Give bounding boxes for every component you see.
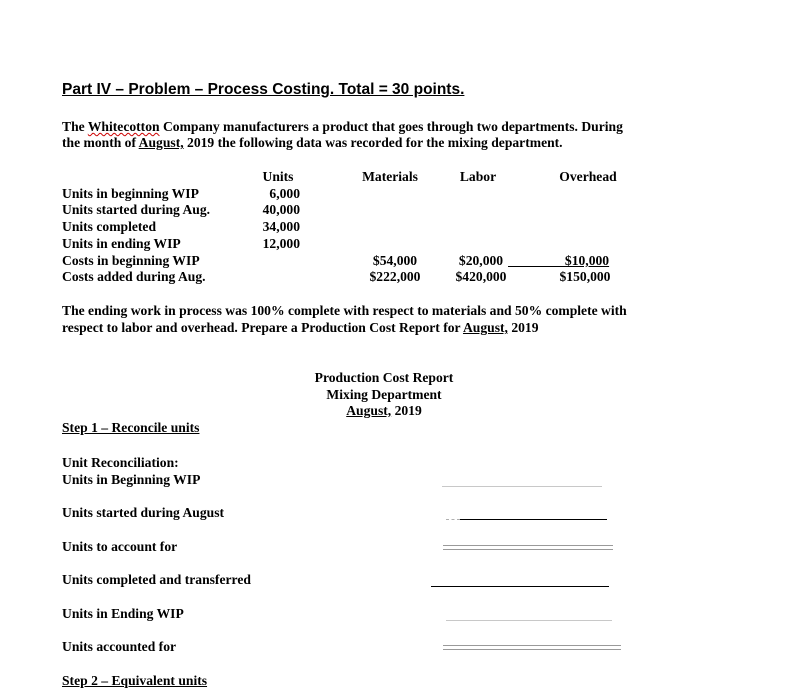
unit-reconciliation-heading: Unit Reconciliation: (62, 455, 179, 470)
answer-blank[interactable] (431, 586, 609, 587)
answer-blank[interactable] (442, 486, 602, 487)
units-value: 6,000 (269, 186, 300, 201)
reconcile-item: Units completed and transferred (62, 572, 251, 587)
reconcile-item: Units started during August (62, 505, 225, 520)
report-date: August, 2019 (346, 403, 422, 418)
reconcile-item: Units in Ending WIP (62, 606, 184, 621)
header-materials: Materials (362, 169, 418, 184)
answer-blank[interactable] (460, 519, 607, 520)
note-month: August, (462, 320, 508, 335)
note-line-1: The ending work in process was 100% complete with respect to materials and 50% complete with (62, 303, 627, 318)
units-value: 40,000 (262, 202, 300, 217)
header-labor: Labor (459, 169, 497, 184)
reconcile-item: Units in Beginning WIP (62, 472, 201, 487)
report-department: Mixing Department (326, 387, 442, 402)
answer-blank-lead (446, 519, 460, 520)
answer-blank-total[interactable] (443, 545, 613, 550)
header-overhead: Overhead (559, 169, 617, 184)
intro-line-2: the month of August, 2019 the following data was recorded for the mixing department. (62, 135, 563, 150)
reconcile-item: Units to account for (62, 539, 178, 554)
header-units: Units (262, 169, 294, 184)
cost-materials-beginning: $54,000 (372, 253, 418, 268)
row-label: Units started during Aug. (62, 202, 211, 217)
row-label: Units in ending WIP (62, 236, 181, 251)
row-label: Costs in beginning WIP (62, 253, 200, 268)
intro-month: August, (138, 135, 184, 150)
answer-blank[interactable] (446, 620, 612, 621)
report-title: Production Cost Report (314, 370, 454, 385)
intro-line-1: The Whitecotton Company manufacturers a product that goes through two departments. During (62, 119, 623, 134)
note-line-2: respect to labor and overhead. Prepare a Production Cost Report for August, 2019 (62, 320, 539, 335)
units-value: 12,000 (262, 236, 300, 251)
cost-overhead-added: $150,000 (559, 269, 611, 284)
answer-blank-total[interactable] (443, 645, 621, 650)
reconcile-item: Units accounted for (62, 639, 177, 654)
step2-heading: Step 2 – Equivalent units (62, 673, 208, 688)
row-label: Units in beginning WIP (62, 186, 199, 201)
cost-materials-added: $222,000 (369, 269, 421, 284)
row-label: Units completed (62, 219, 157, 234)
step1-heading: Step 1 – Reconcile units (62, 420, 200, 435)
company-name: Whitecotton (87, 119, 160, 134)
row-label: Costs added during Aug. (62, 269, 206, 284)
cost-overhead-beginning: $10,000 (564, 253, 610, 268)
cost-labor-added: $420,000 (455, 269, 507, 284)
units-value: 34,000 (262, 219, 300, 234)
page-title: Part IV – Problem – Process Costing. Total = 30 points. (62, 81, 465, 98)
cost-labor-beginning: $20,000 (458, 253, 504, 268)
